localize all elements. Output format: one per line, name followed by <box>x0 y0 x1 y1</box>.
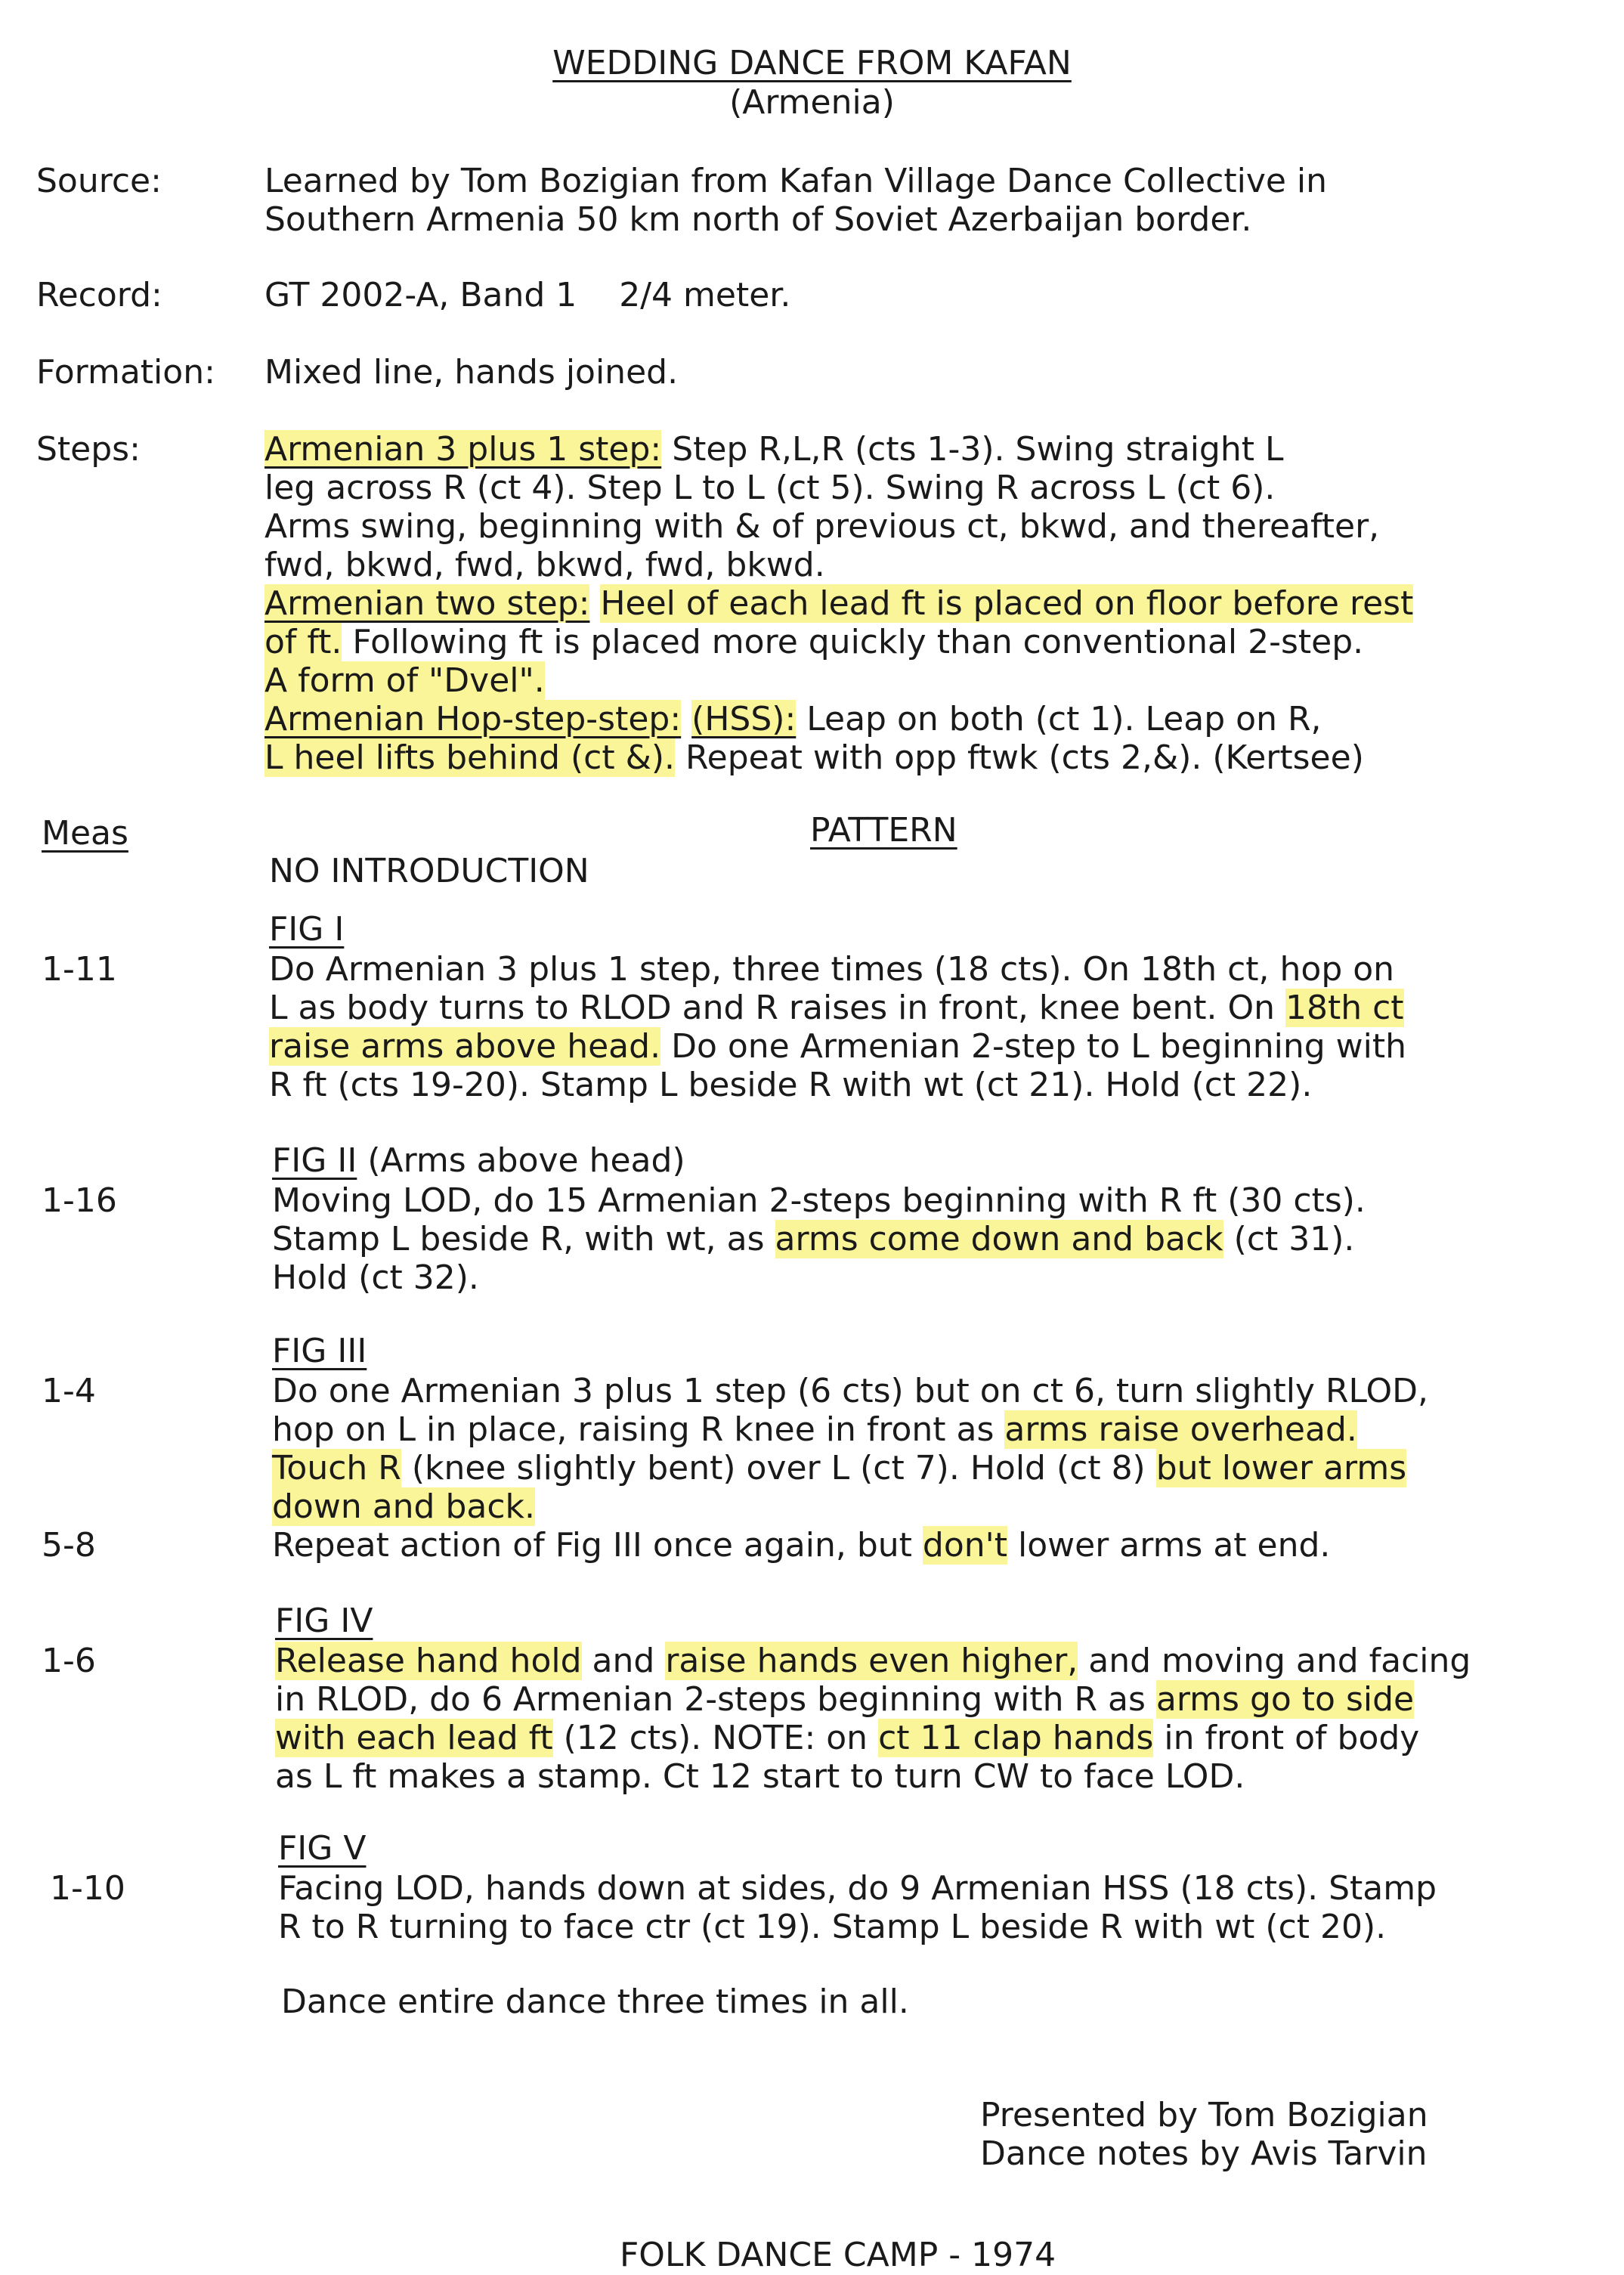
fig3-text: Do one Armenian 3 plus 1 step (6 cts) but on ct 6, turn slightly RLOD, hop on L in place, raising R knee in front as arms raise overhead. Touch R (knee slightly bent) over L (ct 7). Hold (ct 8) but lower arms down and back. Repeat action of Fig III once again, but don't lower arms at end. <box>272 1372 1428 1565</box>
source-text: Learned by Tom Bozigian from Kafan Village Dance Collective in Southern Armenia 50 km north of Soviet Azerbaijan border. <box>264 162 1328 239</box>
steps-label: Steps: <box>36 430 141 469</box>
pattern-heading: PATTERN <box>810 811 957 850</box>
fig4-title: FIG IV <box>275 1602 373 1640</box>
formation-text: Mixed line, hands joined. <box>264 353 679 392</box>
source-label: Source: <box>36 162 162 200</box>
fig2-meas: 1-16 <box>42 1181 117 1220</box>
fig3-title: FIG III <box>272 1332 367 1370</box>
fig5-text: Facing LOD, hands down at sides, do 9 Armenian HSS (18 cts). Stamp R to R turning to face ctr (ct 19). Stamp L beside R with wt (ct 20). <box>278 1869 1437 1946</box>
fig1-meas: 1-11 <box>42 950 117 989</box>
fig5-title: FIG V <box>278 1829 367 1868</box>
fig5-meas: 1-10 <box>50 1869 125 1908</box>
credits: Presented by Tom Bozigian Dance notes by Avis Tarvin <box>980 2096 1428 2173</box>
fig1-title: FIG I <box>269 910 345 949</box>
formation-label: Formation: <box>36 353 215 392</box>
record-label: Record: <box>36 276 162 314</box>
step-name-two-step: Armenian two step: <box>264 584 590 623</box>
steps-text: Armenian 3 plus 1 step: Step R,L,R (cts 1-3). Swing straight L leg across R (ct 4). Step L to L (ct 5). Swing R across L (ct 6). Arms swing, beginning with & of previous ct, bkwd, and thereafter, fwd, bkwd, fwd, bkwd, fwd, bkwd. Armenian two step: Heel of each lead ft is placed on floor before rest of ft. Following ft is placed more quickly than conventional 2-step. A form of "Dvel". Armenian Hop-step-step: (HSS): Leap on both (ct 1). Leap on R, L heel lifts behind (ct &). Repeat with opp ftwk (cts 2,&). (Kertsee) <box>264 430 1414 777</box>
footer: FOLK DANCE CAMP - 1974 <box>620 2236 1056 2274</box>
fig2-text: Moving LOD, do 15 Armenian 2-steps beginning with R ft (30 cts). Stamp L beside R, with wt, as arms come down and back (ct 31). Hold (ct 32). <box>272 1181 1366 1297</box>
step-name-hss: Armenian Hop-step-step: <box>264 700 682 738</box>
fig2-title: FIG II <box>272 1141 357 1180</box>
meas-heading: Meas <box>42 814 128 853</box>
fig3-meas-1: 1-4 <box>42 1372 96 1410</box>
record-text: GT 2002-A, Band 1 2/4 meter. <box>264 276 791 314</box>
fig4-text: Release hand hold and raise hands even higher, and moving and facing in RLOD, do 6 Armenian 2-steps beginning with R as arms go to side with each lead ft (12 cts). NOTE: on ct 11 clap hands in front of body as L ft makes a stamp. Ct 12 start to turn CW to face LOD. <box>275 1642 1471 1796</box>
page-subtitle: (Armenia) <box>729 83 895 122</box>
closing-note: Dance entire dance three times in all. <box>281 1982 909 2021</box>
fig3-meas-2: 5-8 <box>42 1526 96 1565</box>
page-title: WEDDING DANCE FROM KAFAN <box>552 44 1072 82</box>
fig1-text: Do Armenian 3 plus 1 step, three times (18 cts). On 18th ct, hop on L as body turns to RLOD and R raises in front, knee bent. On 18th ct raise arms above head. Do one Armenian 2-step to L beginning with R ft (cts 19-20). Stamp L beside R with wt (ct 21). Hold (ct 22). <box>269 950 1407 1104</box>
fig4-meas: 1-6 <box>42 1642 96 1680</box>
intro-text: NO INTRODUCTION <box>269 852 589 890</box>
fig2-heading: FIG II (Arms above head) <box>272 1141 685 1180</box>
step-name-3plus1: Armenian 3 plus 1 step: <box>264 430 662 469</box>
